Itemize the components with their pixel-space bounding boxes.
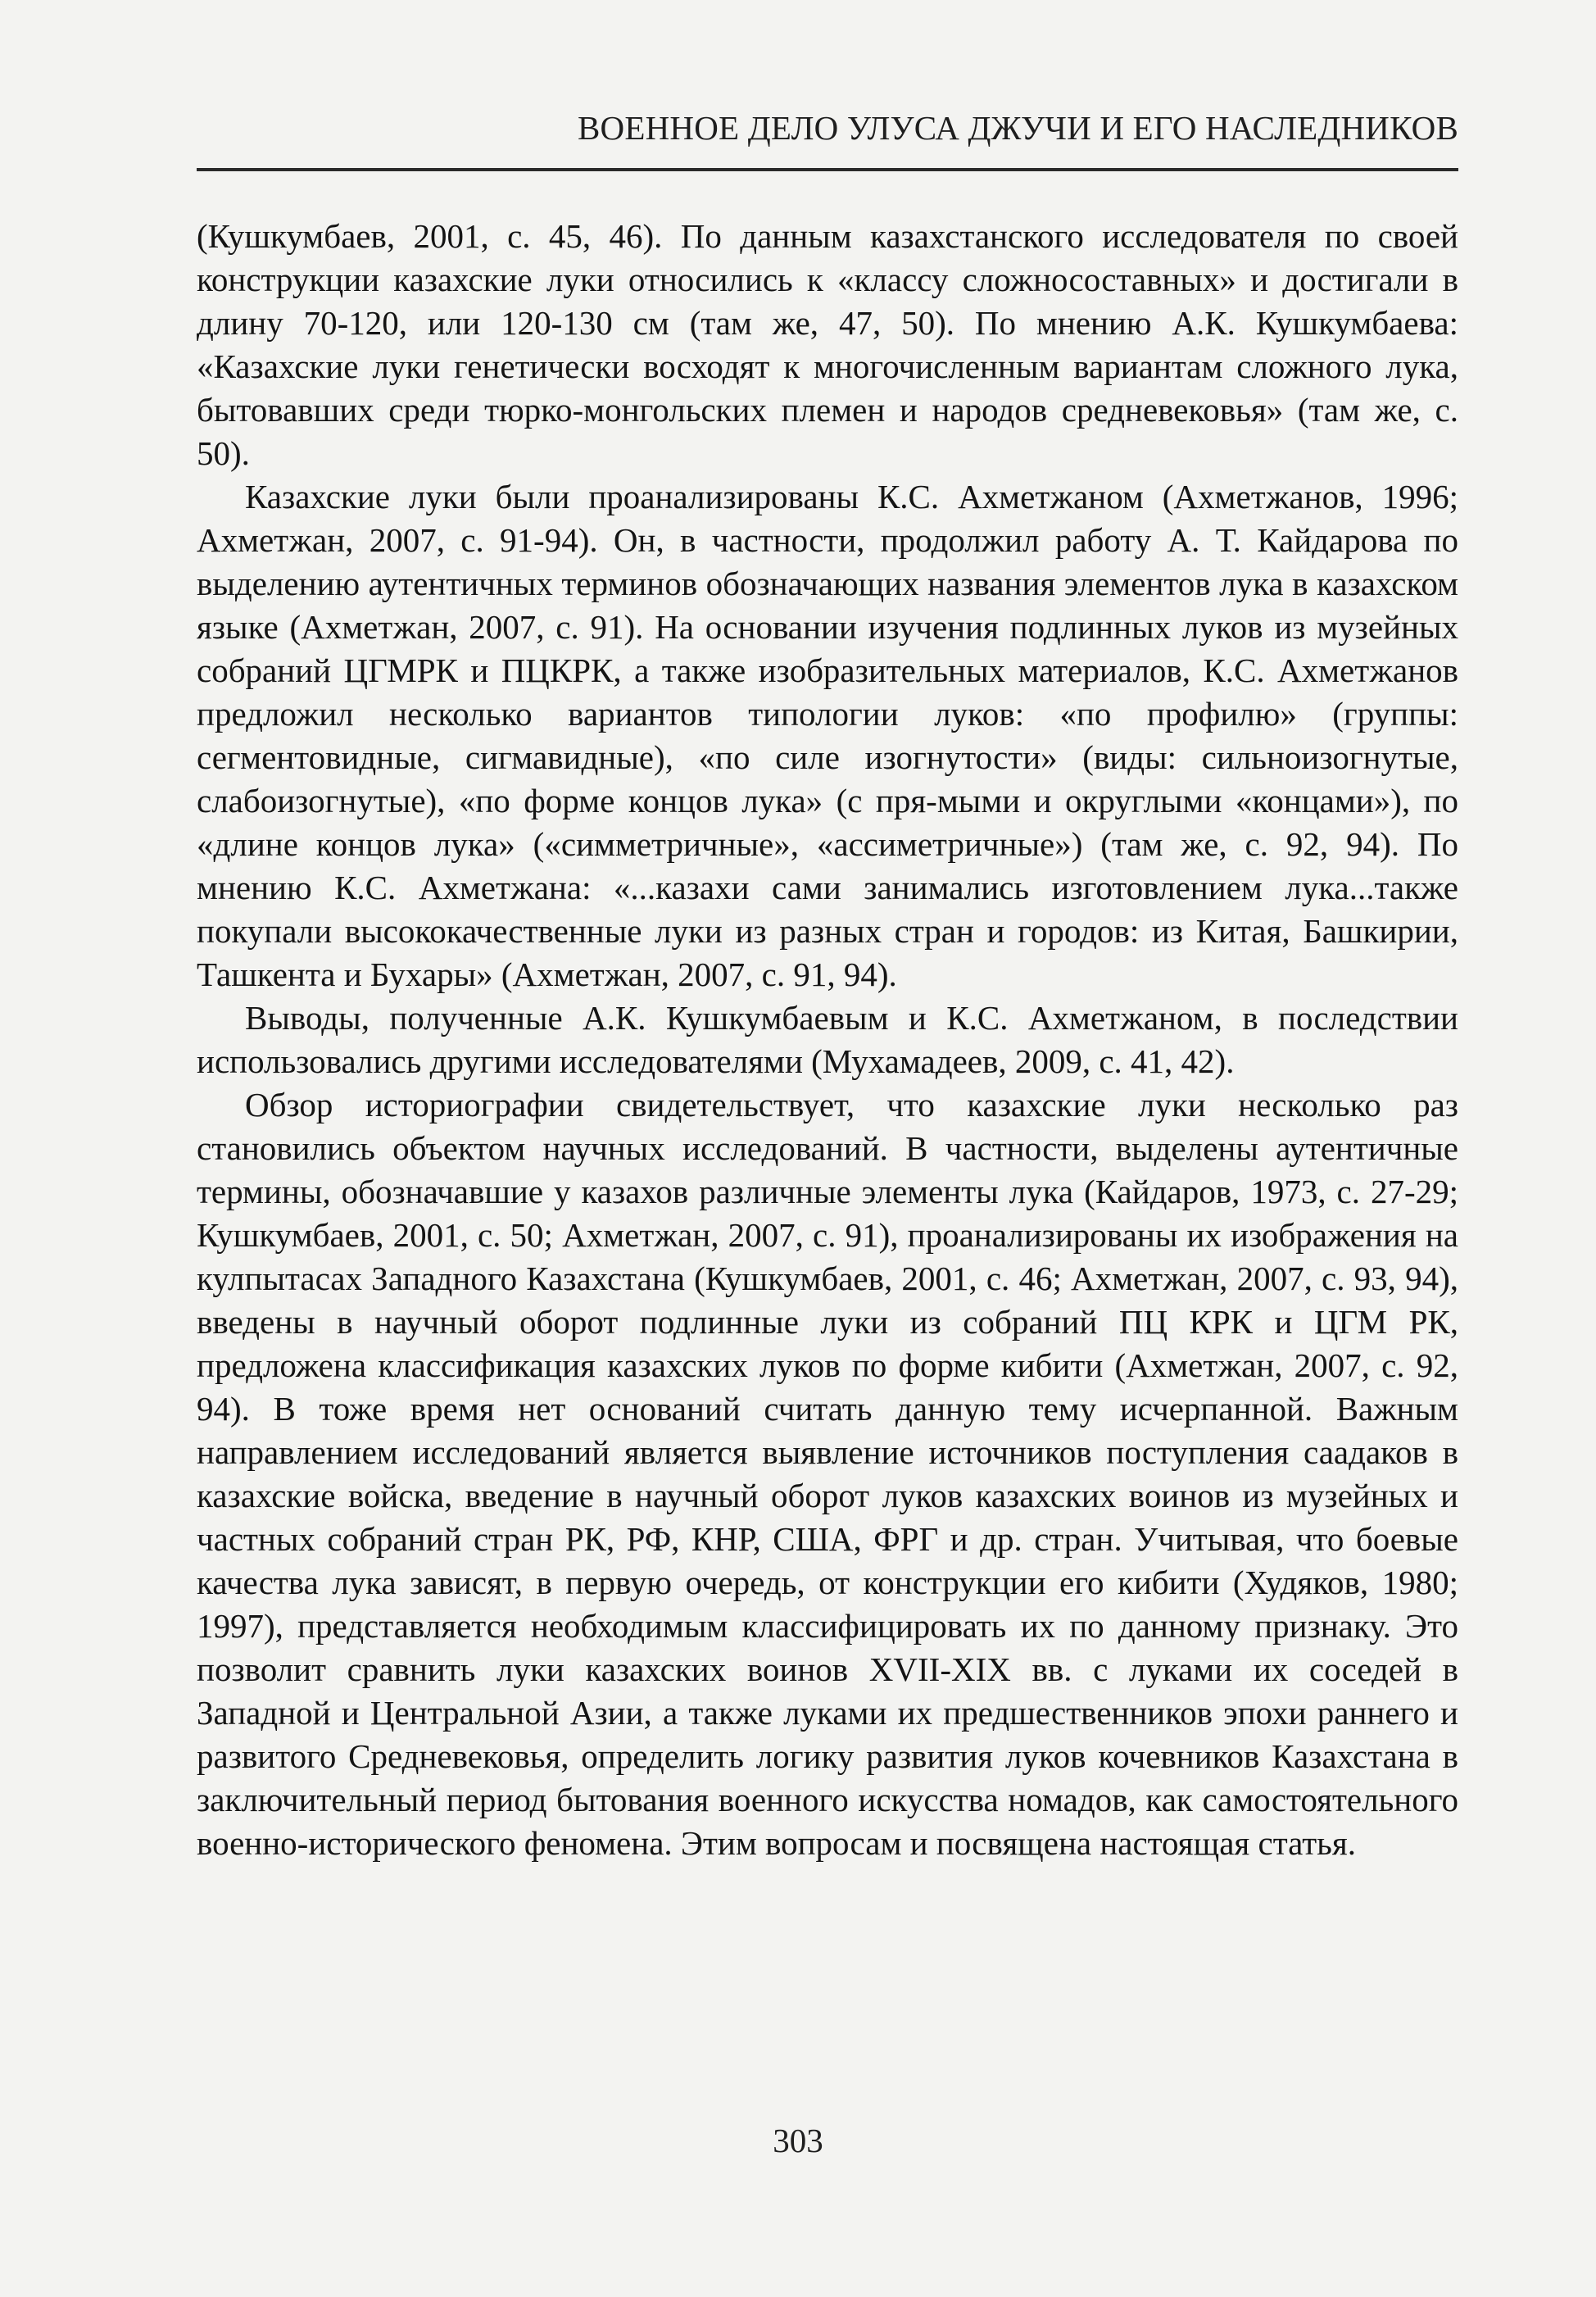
page-number: 303	[773, 2122, 823, 2159]
header-rule	[197, 168, 1458, 171]
paragraph-continued: (Кушкумбаев, 2001, с. 45, 46). По данным казахстанского исследователя по своей конструкции казахские луки относились к «классу сложносоставных» и достигали в длину 70-120, или 120-130 см (там же, 47, 50). По мнению А.К. Кушкумбаева: «Казахские луки генетически восходят к многочисленным вариантам сложного лука, бытовавших среди тюрко-монгольских племен и народов средневековья» (там же, с. 50).	[197, 217, 1458, 472]
running-header: ВОЕННОЕ ДЕЛО УЛУСА ДЖУЧИ И ЕГО НАСЛЕДНИКОВ	[578, 109, 1458, 147]
paragraph: Казахские луки были проанализированы К.С. Ахметжаном (Ахметжанов, 1996; Ахметжан, 2007, с. 91-94). Он, в частности, продолжил работу А. Т. Кайдарова по выделению аутентичных терминов обозначающих названия элементов лука в казахском языке (Ахметжан, 2007, с. 91). На основании изучения подлинных луков из музейных собраний ЦГМРК и ПЦКРК, а также изобразительных материалов, К.С. Ахметжанов предложил несколько вариантов типологии луков: «по профилю» (группы: сегментовидные, сигмавидные), «по силе изогнутости» (виды: сильноизогнутые, слабоизогнутые), «по форме концов лука» (с пря-мыми и округлыми «концами»), по «длине концов лука» («симметричные», «ассиметричные») (там же, с. 92, 94). По мнению К.С. Ахметжана: «...казахи сами занимались изготовлением лука...также покупали высококачественные луки из разных стран и городов: из Китая, Башкирии, Ташкента и Бухары» (Ахметжан, 2007, с. 91, 94).	[197, 478, 1458, 993]
paragraph: Обзор историографии свидетельствует, что казахские луки несколько раз становились объектом научных исследований. В частности, выделены аутентичные термины, обозначавшие у казахов различные элементы лука (Кайдаров, 1973, с. 27-29; Кушкумбаев, 2001, с. 50; Ахметжан, 2007, с. 91), проанализированы их изображения на кулпытасах Западного Казахстана (Кушкумбаев, 2001, с. 46; Ахметжан, 2007, с. 93, 94), введены в научный оборот подлинные луки из собраний ПЦ КРК и ЦГМ РК, предложена классификация казахских луков по форме кибити (Ахметжан, 2007, с. 92, 94). В тоже время нет оснований считать данную тему исчерпанной. Важным направлением исследований является выявление источников поступления саадаков в казахские войска, введение в научный оборот луков казахских воинов из музейных и частных собраний стран РК, РФ, КНР, США, ФРГ и др. стран. Учитывая, что боевые качества лука зависят, в первую очередь, от конструкции его кибити (Худяков, 1980; 1997), представляется необходимым классифицировать их по данному признаку. Это позволит сравнить луки казахских воинов XVII-XIX вв. с луками их соседей в Западной и Центральной Азии, а также луками их предшественников эпохи раннего и развитого Средневековья, определить логику развития луков кочевников Казахстана в заключительный период бытования военного искусства номадов, как самостоятельного военно-исторического феномена. Этим вопросам и посвящена настоящая статья.	[197, 1086, 1458, 1862]
body-text	[197, 215, 1458, 1865]
paragraph: Выводы, полученные А.К. Кушкумбаевым и К.С. Ахметжаном, в последствии использовались другими исследователями (Мухамадеев, 2009, с. 41, 42).	[197, 999, 1458, 1080]
